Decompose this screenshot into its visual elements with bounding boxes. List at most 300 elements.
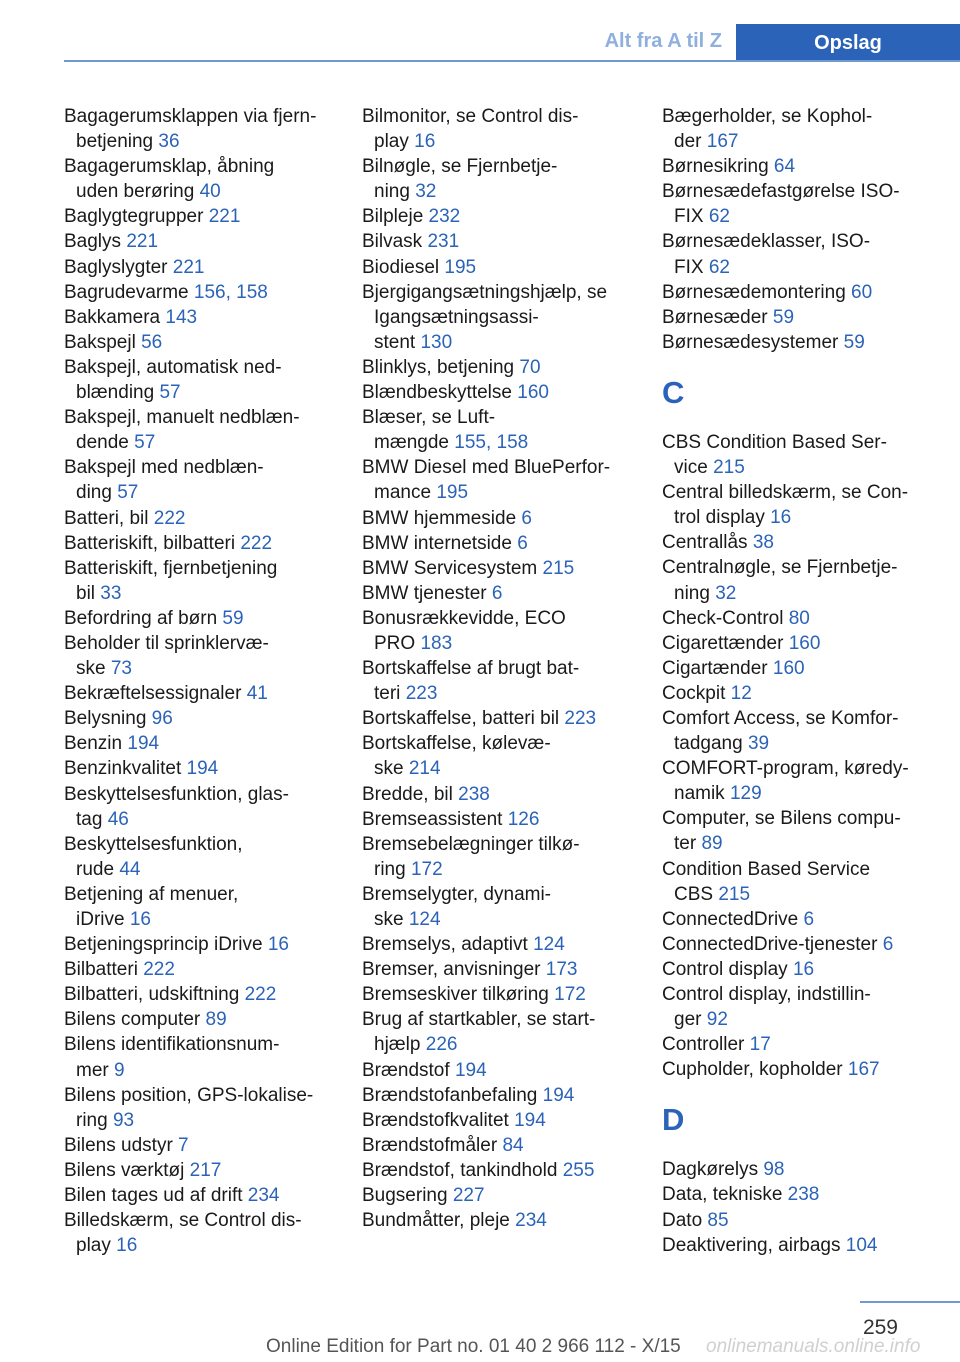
entry-term: Check-Control xyxy=(662,607,789,629)
entry-term: hjælp xyxy=(374,1034,426,1056)
index-entry xyxy=(64,556,334,581)
index-entry xyxy=(662,706,932,731)
index-column-3 xyxy=(662,104,932,1258)
page-reference-link[interactable]: 255 xyxy=(562,1159,595,1181)
page-reference-link[interactable]: 234 xyxy=(247,1185,280,1207)
entry-term: Bonusrækkevidde, ECO xyxy=(362,607,566,629)
entry-term: blænding xyxy=(76,382,160,404)
page-reference-link[interactable]: 194 xyxy=(542,1084,575,1106)
page-reference-link[interactable]: 12 xyxy=(730,682,752,704)
page-reference-link[interactable]: 167 xyxy=(706,131,739,153)
page-reference-link[interactable]: 89 xyxy=(205,1009,227,1031)
page-reference-link[interactable]: 46 xyxy=(107,808,129,830)
index-entry xyxy=(362,782,632,807)
index-entry xyxy=(362,982,632,1007)
entry-term: Børnesædesystemer xyxy=(662,331,844,353)
entry-term: ning xyxy=(674,582,716,604)
entry-term: Controller xyxy=(662,1034,750,1056)
index-entry xyxy=(64,204,334,229)
index-entry xyxy=(362,455,632,480)
page-reference-link[interactable]: 194 xyxy=(514,1109,546,1131)
page-reference-link[interactable]: 124 xyxy=(533,934,565,956)
entry-term: Batteriskift, fjernbetjening xyxy=(64,557,278,579)
page-reference-link[interactable]: 124 xyxy=(408,909,441,930)
index-entry xyxy=(64,229,334,254)
header-rule xyxy=(64,60,960,62)
entry-term: Bremselys, adaptivt xyxy=(362,934,534,956)
index-entry xyxy=(362,731,632,756)
index-entry-continuation xyxy=(64,656,334,681)
index-entry xyxy=(64,731,334,756)
page-reference-link[interactable]: 64 xyxy=(773,156,796,178)
entry-term: ning xyxy=(374,181,416,203)
entry-term: trol display xyxy=(674,507,771,529)
page-reference-link[interactable]: 155, 158 xyxy=(454,432,529,454)
index-entry-continuation xyxy=(64,1108,334,1133)
index-entry xyxy=(64,1208,334,1233)
entry-term: Computer, se Bilens compu- xyxy=(662,808,901,830)
page-reference-link[interactable]: 39 xyxy=(747,733,770,755)
entry-term: Børnesikring xyxy=(662,156,774,178)
entry-term: Dato xyxy=(662,1209,708,1231)
page-reference-link[interactable]: 16 xyxy=(792,958,815,980)
entry-term: Beskyttelsesfunktion, xyxy=(64,833,243,855)
page-reference-link[interactable]: 238 xyxy=(787,1184,820,1206)
page-reference-link[interactable]: 129 xyxy=(729,783,762,805)
entry-term: Brændstofanbefaling xyxy=(362,1084,543,1106)
entry-term: Bilmonitor, se Control dis- xyxy=(362,106,579,127)
page-reference-link[interactable]: 223 xyxy=(405,683,438,705)
entry-term: Brug af startkabler, se start- xyxy=(362,1009,596,1031)
entry-term: rude xyxy=(76,858,120,880)
index-entry xyxy=(64,932,334,957)
entry-term: Comfort Access, se Komfor- xyxy=(662,707,899,729)
index-entry-continuation xyxy=(64,807,334,832)
entry-term: dende xyxy=(76,432,135,454)
page-reference-link[interactable]: 160 xyxy=(517,382,549,404)
index-entry xyxy=(64,154,334,179)
header-tab: Opslag xyxy=(736,24,960,62)
entry-term: Centrallås xyxy=(662,532,753,554)
entry-term: betjening xyxy=(76,131,159,153)
index-entry xyxy=(662,1182,932,1207)
entry-term: Bilvask xyxy=(362,231,428,253)
index-entry xyxy=(362,1183,632,1208)
index-entry xyxy=(64,1158,334,1183)
page-reference-link[interactable]: 104 xyxy=(845,1234,878,1256)
index-entry xyxy=(64,756,334,781)
page-reference-link[interactable]: 222 xyxy=(153,507,186,529)
entry-term: Igangsætningsassi- xyxy=(374,306,539,328)
page-reference-link[interactable]: 232 xyxy=(428,206,461,228)
entry-term: Brændstof xyxy=(362,1059,455,1081)
index-entry-continuation xyxy=(662,204,932,229)
entry-term: CBS Condition Based Ser- xyxy=(662,431,887,453)
entry-term: Batteri, bil xyxy=(64,507,154,529)
entry-term: Bremseskiver tilkøring xyxy=(362,984,555,1006)
entry-term: Bakkamera xyxy=(64,306,166,328)
entry-term: PRO xyxy=(374,632,421,654)
page-reference-link[interactable]: 215 xyxy=(718,883,751,905)
entry-term: Brændstof, tankindhold xyxy=(362,1159,563,1181)
entry-term: Bortskaffelse, batteri bil xyxy=(362,708,565,730)
entry-term: Bilnøgle, se Fjernbetje- xyxy=(362,156,558,178)
entry-term: Bremser, anvisninger xyxy=(362,959,546,981)
entry-term: Bugsering xyxy=(362,1185,453,1207)
page-reference-link[interactable]: 16 xyxy=(414,131,436,153)
page-reference-link[interactable]: 16 xyxy=(129,909,151,930)
entry-term: Benzin xyxy=(64,733,128,755)
page-reference-link[interactable]: 70 xyxy=(519,356,541,378)
page-reference-link[interactable]: 40 xyxy=(199,181,221,203)
entry-term: CBS xyxy=(674,883,719,905)
entry-term: Bremseassistent xyxy=(362,808,508,830)
index-entry xyxy=(662,1057,932,1082)
page-reference-link[interactable]: 6 xyxy=(491,582,503,604)
entry-term: der xyxy=(674,131,707,153)
index-entry xyxy=(362,882,632,907)
index-entry xyxy=(662,907,932,932)
entry-term: Betjeningsprincip iDrive xyxy=(64,934,268,956)
index-entry-continuation xyxy=(64,857,334,882)
index-entry-continuation xyxy=(362,430,632,455)
index-entry xyxy=(362,1158,632,1183)
entry-term: ding xyxy=(76,482,118,504)
page-reference-link[interactable]: 93 xyxy=(112,1109,135,1131)
index-entry xyxy=(64,1032,334,1057)
page-reference-link[interactable]: 238 xyxy=(458,783,490,805)
index-entry xyxy=(64,1133,334,1158)
index-entry xyxy=(362,1108,632,1133)
index-entry xyxy=(64,355,334,380)
index-entry-continuation xyxy=(662,581,932,606)
page-reference-link[interactable]: 215 xyxy=(542,557,575,579)
page-reference-link[interactable]: 6 xyxy=(803,908,815,930)
entry-term: Bilbatteri xyxy=(64,959,144,981)
page-reference-link[interactable]: 194 xyxy=(454,1059,487,1081)
index-entry xyxy=(362,1208,632,1233)
entry-term: Baglygtegrupper xyxy=(64,206,209,228)
entry-term: namik xyxy=(674,783,730,805)
index-entry xyxy=(64,255,334,280)
page-reference-link[interactable]: 173 xyxy=(545,959,578,981)
index-entry xyxy=(362,1007,632,1032)
index-entry-continuation xyxy=(64,480,334,505)
entry-term: Beholder til sprinklervæ- xyxy=(64,632,269,654)
page-reference-link[interactable]: 214 xyxy=(408,758,441,780)
index-entry xyxy=(662,1233,932,1258)
page-reference-link[interactable]: 16 xyxy=(267,934,289,956)
page-reference-link[interactable]: 89 xyxy=(701,833,723,855)
entry-term: mer xyxy=(76,1059,114,1081)
page-reference-link[interactable]: 98 xyxy=(763,1159,785,1181)
index-entry xyxy=(362,104,632,129)
entry-term: ConnectedDrive xyxy=(662,908,804,930)
page-reference-link[interactable]: 183 xyxy=(420,632,453,654)
page-reference-link[interactable]: 9 xyxy=(114,1059,125,1081)
entry-term: Baglyslygter xyxy=(64,256,173,278)
index-entry xyxy=(662,530,932,555)
page-reference-link[interactable]: 16 xyxy=(770,507,792,529)
page-reference-link[interactable]: 7 xyxy=(178,1134,189,1156)
index-entry xyxy=(662,806,932,831)
index-entry xyxy=(662,606,932,631)
page-reference-link[interactable]: 44 xyxy=(119,858,141,880)
index-entry xyxy=(362,957,632,982)
page-reference-link[interactable]: 194 xyxy=(127,733,160,755)
index-entry xyxy=(64,832,334,857)
index-entry xyxy=(362,1083,632,1108)
index-entry-continuation xyxy=(662,129,932,154)
page-reference-link[interactable]: 96 xyxy=(151,708,173,730)
page-reference-link[interactable]: 84 xyxy=(502,1134,524,1156)
page-reference-link[interactable]: 222 xyxy=(240,532,273,554)
entry-term: Centralnøgle, se Fjernbetje- xyxy=(662,557,898,579)
entry-term: Børnesædeklasser, ISO- xyxy=(662,231,871,253)
index-entry xyxy=(362,229,632,254)
index-entry xyxy=(64,1007,334,1032)
entry-term: Data, tekniske xyxy=(662,1184,788,1206)
entry-term: bil xyxy=(76,582,101,604)
entry-term: Condition Based Service xyxy=(662,858,871,880)
index-entry xyxy=(64,305,334,330)
entry-term: Betjening af menuer, xyxy=(64,883,239,905)
page-reference-link[interactable]: 56 xyxy=(141,331,163,353)
index-entry xyxy=(64,631,334,656)
index-entry-continuation xyxy=(64,1058,334,1083)
index-entry xyxy=(362,355,632,380)
page-reference-link[interactable]: 38 xyxy=(752,532,774,554)
entry-term: Deaktivering, airbags xyxy=(662,1234,846,1256)
entry-term: Bilbatteri, udskiftning xyxy=(64,984,245,1006)
index-entry xyxy=(662,982,932,1007)
index-entry xyxy=(362,706,632,731)
entry-term: Beskyttelsesfunktion, glas- xyxy=(64,783,289,805)
index-entry xyxy=(662,280,932,305)
index-entry xyxy=(362,380,632,405)
entry-term: tadgang xyxy=(674,733,748,755)
page-reference-link[interactable]: 156, 158 xyxy=(193,281,268,303)
page-reference-link[interactable]: 222 xyxy=(244,984,277,1006)
page-reference-link[interactable]: 62 xyxy=(708,256,730,278)
entry-term: iDrive xyxy=(76,909,130,930)
index-entry xyxy=(362,531,632,556)
index-entry xyxy=(362,405,632,430)
index-entry xyxy=(64,405,334,430)
entry-term: Billedskærm, se Control dis- xyxy=(64,1210,302,1232)
entry-term: Bortskaffelse, kølevæ- xyxy=(362,733,551,755)
entry-term: vice xyxy=(674,457,714,479)
entry-term: Bakspejl, manuelt nedblæn- xyxy=(64,407,300,429)
page-reference-link[interactable]: 62 xyxy=(708,206,730,228)
page-reference-link[interactable]: 143 xyxy=(165,306,198,328)
page-reference-link[interactable]: 231 xyxy=(427,231,460,253)
entry-term: ter xyxy=(674,833,702,855)
entry-term: ske xyxy=(76,658,111,680)
page-reference-link[interactable]: 57 xyxy=(117,482,139,504)
index-entry xyxy=(64,882,334,907)
page-reference-link[interactable]: 59 xyxy=(843,331,865,353)
page-reference-link[interactable]: 130 xyxy=(420,331,453,353)
entry-term: Børnesæder xyxy=(662,306,773,328)
page-reference-link[interactable]: 41 xyxy=(246,683,268,705)
page-reference-link[interactable]: 17 xyxy=(749,1034,771,1056)
index-entry xyxy=(362,255,632,280)
page-reference-link[interactable]: 195 xyxy=(444,256,477,278)
index-entry xyxy=(64,606,334,631)
page-reference-link[interactable]: 36 xyxy=(158,131,180,153)
index-entry xyxy=(64,982,334,1007)
index-entry-continuation xyxy=(662,255,932,280)
page-reference-link[interactable]: 172 xyxy=(554,984,586,1006)
page-reference-link[interactable]: 32 xyxy=(415,181,437,203)
page-reference-link[interactable]: 160 xyxy=(788,632,821,654)
entry-term: Bagagerumsklappen via fjern- xyxy=(64,106,317,127)
index-entry xyxy=(64,957,334,982)
index-entry-continuation xyxy=(662,781,932,806)
page-reference-link[interactable]: 172 xyxy=(410,858,443,880)
index-entry-continuation xyxy=(662,731,932,756)
page-reference-link[interactable]: 226 xyxy=(425,1034,458,1056)
page-reference-link[interactable]: 6 xyxy=(517,532,528,554)
page-reference-link[interactable]: 60 xyxy=(851,281,873,303)
entry-term: Baglys xyxy=(64,231,127,253)
entry-term: Bakspejl xyxy=(64,331,142,353)
page-reference-link[interactable]: 227 xyxy=(452,1185,485,1207)
page-reference-link[interactable]: 160 xyxy=(772,657,805,679)
index-entry xyxy=(64,506,334,531)
watermark: onlinemanuals.online.info xyxy=(706,1336,921,1357)
entry-term: Bremselygter, dynami- xyxy=(362,883,552,905)
index-entry-continuation xyxy=(362,305,632,330)
entry-term: Blinklys, betjening xyxy=(362,356,520,378)
page-reference-link[interactable]: 126 xyxy=(507,808,540,830)
entry-term: Bortskaffelse af brugt bat- xyxy=(362,658,580,680)
index-entry-continuation xyxy=(64,907,334,932)
entry-term: Bilens identifikationsnum- xyxy=(64,1034,280,1056)
index-entry-continuation xyxy=(662,505,932,530)
entry-term: Bilen tages ud af drift xyxy=(64,1185,248,1207)
entry-term: ger xyxy=(674,1009,707,1031)
index-entry xyxy=(662,932,932,957)
page-reference-link[interactable]: 6 xyxy=(521,507,532,529)
page-reference-link[interactable]: 221 xyxy=(172,256,205,278)
entry-term: stent xyxy=(374,331,421,353)
index-entry xyxy=(362,1133,632,1158)
entry-term: BMW internetside xyxy=(362,532,518,554)
index-letter-heading: D xyxy=(662,1102,685,1138)
footer-rule xyxy=(860,1301,960,1303)
page-reference-link[interactable]: 80 xyxy=(788,607,810,629)
index-entry-continuation xyxy=(362,631,632,656)
index-entry xyxy=(662,480,932,505)
entry-term: Bagagerumsklap, åbning xyxy=(64,156,275,178)
page-reference-link[interactable]: 16 xyxy=(116,1235,138,1257)
index-entry-continuation xyxy=(362,907,632,932)
index-entry xyxy=(662,330,932,355)
entry-term: Central billedskærm, se Con- xyxy=(662,482,909,504)
page-reference-link[interactable]: 195 xyxy=(436,482,469,504)
footer-edition-text: Online Edition for Part no. 01 40 2 966 112 - X/15 xyxy=(266,1336,681,1357)
index-entry xyxy=(662,656,932,681)
entry-term: Dagkørelys xyxy=(662,1159,764,1181)
entry-term: ring xyxy=(76,1109,113,1131)
index-entry xyxy=(64,455,334,480)
page-reference-link[interactable]: 167 xyxy=(847,1059,880,1081)
index-entry xyxy=(362,932,632,957)
entry-term: Blændbeskyttelse xyxy=(362,382,518,404)
index-entry-continuation xyxy=(362,129,632,154)
page-reference-link[interactable]: 59 xyxy=(772,306,795,328)
entry-term: play xyxy=(374,131,415,153)
entry-term: teri xyxy=(374,683,406,705)
page-reference-link[interactable]: 221 xyxy=(126,231,159,253)
index-entry xyxy=(662,756,932,781)
index-entry xyxy=(64,531,334,556)
entry-term: play xyxy=(76,1235,117,1257)
page-number: 259 xyxy=(862,1316,898,1339)
page-reference-link[interactable]: 92 xyxy=(706,1009,728,1031)
page-reference-link[interactable]: 217 xyxy=(189,1159,222,1181)
index-entry-continuation xyxy=(362,1032,632,1057)
page-reference-link[interactable]: 221 xyxy=(208,206,241,228)
index-entry-continuation xyxy=(362,756,632,781)
index-entry xyxy=(662,631,932,656)
index-entry xyxy=(362,807,632,832)
entry-term: Bilens computer xyxy=(64,1009,206,1031)
index-entry xyxy=(362,556,632,581)
page-reference-link[interactable]: 6 xyxy=(882,933,894,955)
page-reference-link[interactable]: 33 xyxy=(100,582,122,604)
index-entry xyxy=(662,555,932,580)
index-entry xyxy=(362,656,632,681)
index-entry xyxy=(362,280,632,305)
entry-term: Bagrudevarme xyxy=(64,281,194,303)
page-reference-link[interactable]: 57 xyxy=(134,432,156,454)
index-entry xyxy=(662,229,932,254)
page-reference-link[interactable]: 85 xyxy=(707,1209,729,1231)
index-entry xyxy=(64,1083,334,1108)
entry-term: BMW tjenester xyxy=(362,582,492,604)
index-entry-continuation xyxy=(662,882,932,907)
page-reference-link[interactable]: 59 xyxy=(222,607,244,629)
entry-term: mængde xyxy=(374,432,455,454)
entry-term: tag xyxy=(76,808,108,830)
index-entry xyxy=(662,1208,932,1233)
page-reference-link[interactable]: 215 xyxy=(713,457,745,479)
index-entry-continuation xyxy=(362,681,632,706)
entry-term: Belysning xyxy=(64,708,152,730)
page-reference-link[interactable]: 57 xyxy=(159,382,181,404)
index-entry xyxy=(64,1183,334,1208)
entry-term: Bundmåtter, pleje xyxy=(362,1210,516,1232)
page-reference-link[interactable]: 32 xyxy=(715,582,737,604)
entry-term: Brændstofmåler xyxy=(362,1134,503,1156)
entry-term: Cockpit xyxy=(662,682,731,704)
index-entry xyxy=(64,681,334,706)
page-reference-link[interactable]: 194 xyxy=(186,758,219,780)
entry-term: uden berøring xyxy=(76,181,200,203)
index-entry xyxy=(662,681,932,706)
index-entry-continuation xyxy=(362,330,632,355)
page-reference-link[interactable]: 234 xyxy=(515,1210,547,1232)
page-reference-link[interactable]: 73 xyxy=(110,658,132,680)
entry-term: BMW hjemmeside xyxy=(362,507,522,529)
page-reference-link[interactable]: 222 xyxy=(143,959,175,981)
index-entry-continuation xyxy=(662,455,932,480)
entry-term: Cigarettænder xyxy=(662,632,789,654)
page-reference-link[interactable]: 223 xyxy=(564,708,597,730)
